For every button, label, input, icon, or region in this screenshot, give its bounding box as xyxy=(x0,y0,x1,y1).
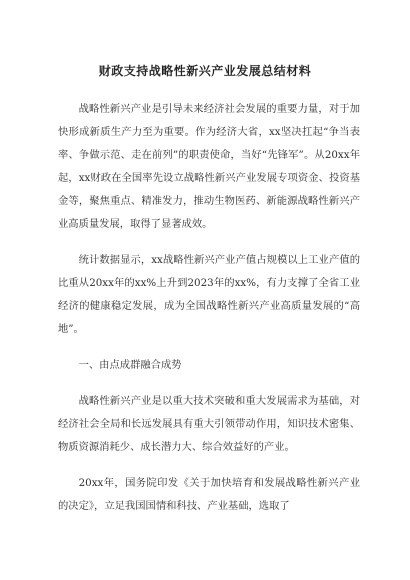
paragraph-intro: 战略性新兴产业是引导未来经济社会发展的重要力量，对于加快形成新质生产力至为重要。作为经济大省，xx坚决扛起“争当表率、争做示范、走在前列”的职责使命，当好“先锋军”。从20xx年起，xx财政在全国率先设立战略性新兴产业发展专项资金、投资基金等，聚焦重点、精准发力，推动生物医药、新能源战略性新兴产业高质量发展，取得了显著成效。 xyxy=(58,103,360,230)
document-body xyxy=(58,98,360,531)
document-title: 财政支持战略性新兴产业发展总结材料 xyxy=(98,64,312,78)
paragraph-definition: 战略性新兴产业是以重大技术突破和重大发展需求为基础，对经济社会全局和长远发展具有重大引领带动作用，知识技术密集、物质资源消耗少、成长潜力大、综合效益好的产业。 xyxy=(58,395,360,453)
section-heading: 一、由点成群融合成势 xyxy=(78,359,182,371)
paragraph-statistics: 统计数据显示，xx战略性新兴产业产值占规模以上工业产值的比重从20xx年的xx%上升到2023年的xx%，有力支撑了全省工业经济的健康稳定发展，成为全国战略性新兴产业高质量发展的“高地”。 xyxy=(58,254,360,335)
paragraph-policy: 20xx年，国务院印发《关于加快培育和发展战略性新兴产业的决定》，立足我国国情和科技、产业基础，选取了 xyxy=(58,477,360,512)
